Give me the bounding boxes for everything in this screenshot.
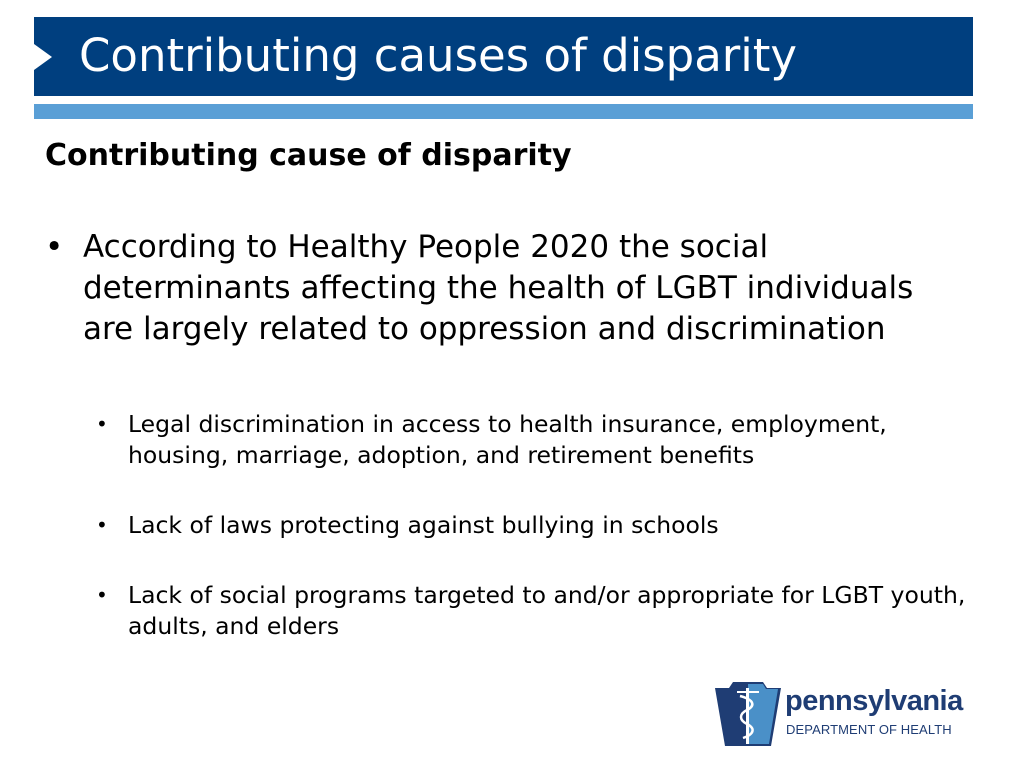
sub-bullet-2 <box>96 510 976 541</box>
sub-bullet-1 <box>96 409 976 471</box>
keystone-caduceus-icon <box>715 680 781 748</box>
main-bullet-text: According to Healthy People 2020 the social determinants affecting the health of LGBT individuals are largely related to oppression and discrimination <box>83 229 914 347</box>
main-bullet <box>45 227 945 350</box>
sub-bullet-3 <box>96 580 976 642</box>
logo-wordmark: pennsylvania <box>785 685 963 717</box>
sub-bullet-text: Lack of social programs targeted to and/or appropriate for LGBT youth, adults, and elders <box>128 581 966 640</box>
pennsylvania-doh-logo <box>715 680 975 748</box>
bullet-dot: • <box>96 412 108 436</box>
slide-subheading: Contributing cause of disparity <box>45 138 572 173</box>
logo-subtitle: DEPARTMENT OF HEALTH <box>786 722 952 737</box>
title-arrow-notch <box>34 44 52 70</box>
sub-bullet-text: Legal discrimination in access to health insurance, employment, housing, marriage, adoption, and retirement benefits <box>128 410 887 469</box>
accent-bar <box>34 104 973 119</box>
bullet-dot: • <box>96 513 108 537</box>
bullet-dot: • <box>45 229 64 265</box>
slide-title: Contributing causes of disparity <box>79 29 798 82</box>
sub-bullet-text: Lack of laws protecting against bullying in schools <box>128 511 719 539</box>
title-bar <box>34 17 973 96</box>
bullet-dot: • <box>96 583 108 607</box>
